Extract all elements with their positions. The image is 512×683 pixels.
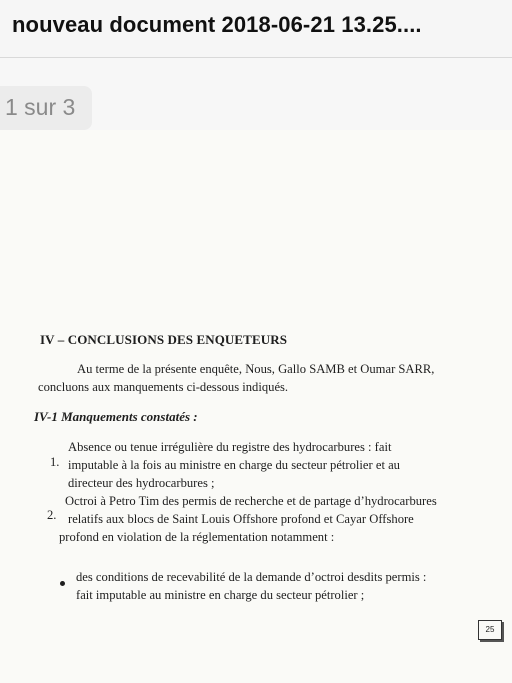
subsection-heading: IV-1 Manquements constatés : xyxy=(34,409,198,424)
bullet-icon xyxy=(60,581,65,586)
intro-line-2: concluons aux manquements ci-dessous indiqués. xyxy=(38,380,289,394)
item-2-line-2: relatifs aux blocs de Saint Louis Offshore profond et Cayar Offshore xyxy=(68,512,414,526)
bullet-1-line-1: des conditions de recevabilité de la demande d’octroi desdits permis : xyxy=(76,570,427,584)
intro-line-1: Au terme de la présente enquête, Nous, Gallo SAMB et Oumar SARR, xyxy=(77,362,435,376)
item-2-line-1: Octroi à Petro Tim des permis de recherche et de partage d’hydrocarbures xyxy=(65,494,437,508)
item-1-line-3: directeur des hydrocarbures ; xyxy=(68,476,215,490)
section-heading: IV – CONCLUSIONS DES ENQUETEURS xyxy=(40,332,288,347)
page-number: 25 xyxy=(478,620,502,640)
item-2-number: 2. xyxy=(47,508,57,522)
bullet-1-line-2: fait imputable au ministre en charge du secteur pétrolier ; xyxy=(76,588,365,602)
document-page xyxy=(0,130,512,683)
item-1-number: 1. xyxy=(50,455,60,469)
item-1-line-1: Absence ou tenue irrégulière du registre des hydrocarbures : fait xyxy=(68,440,392,454)
item-1-line-2: imputable à la fois au ministre en charge du secteur pétrolier et au xyxy=(68,458,400,472)
page-indicator-label: 1 sur 3 xyxy=(5,94,76,120)
document-title: nouveau document 2018-06-21 13.25.... xyxy=(12,12,422,37)
title-bar xyxy=(0,0,512,58)
page-indicator xyxy=(0,86,92,130)
item-2-line-3: profond en violation de la réglementation notamment : xyxy=(59,530,335,544)
